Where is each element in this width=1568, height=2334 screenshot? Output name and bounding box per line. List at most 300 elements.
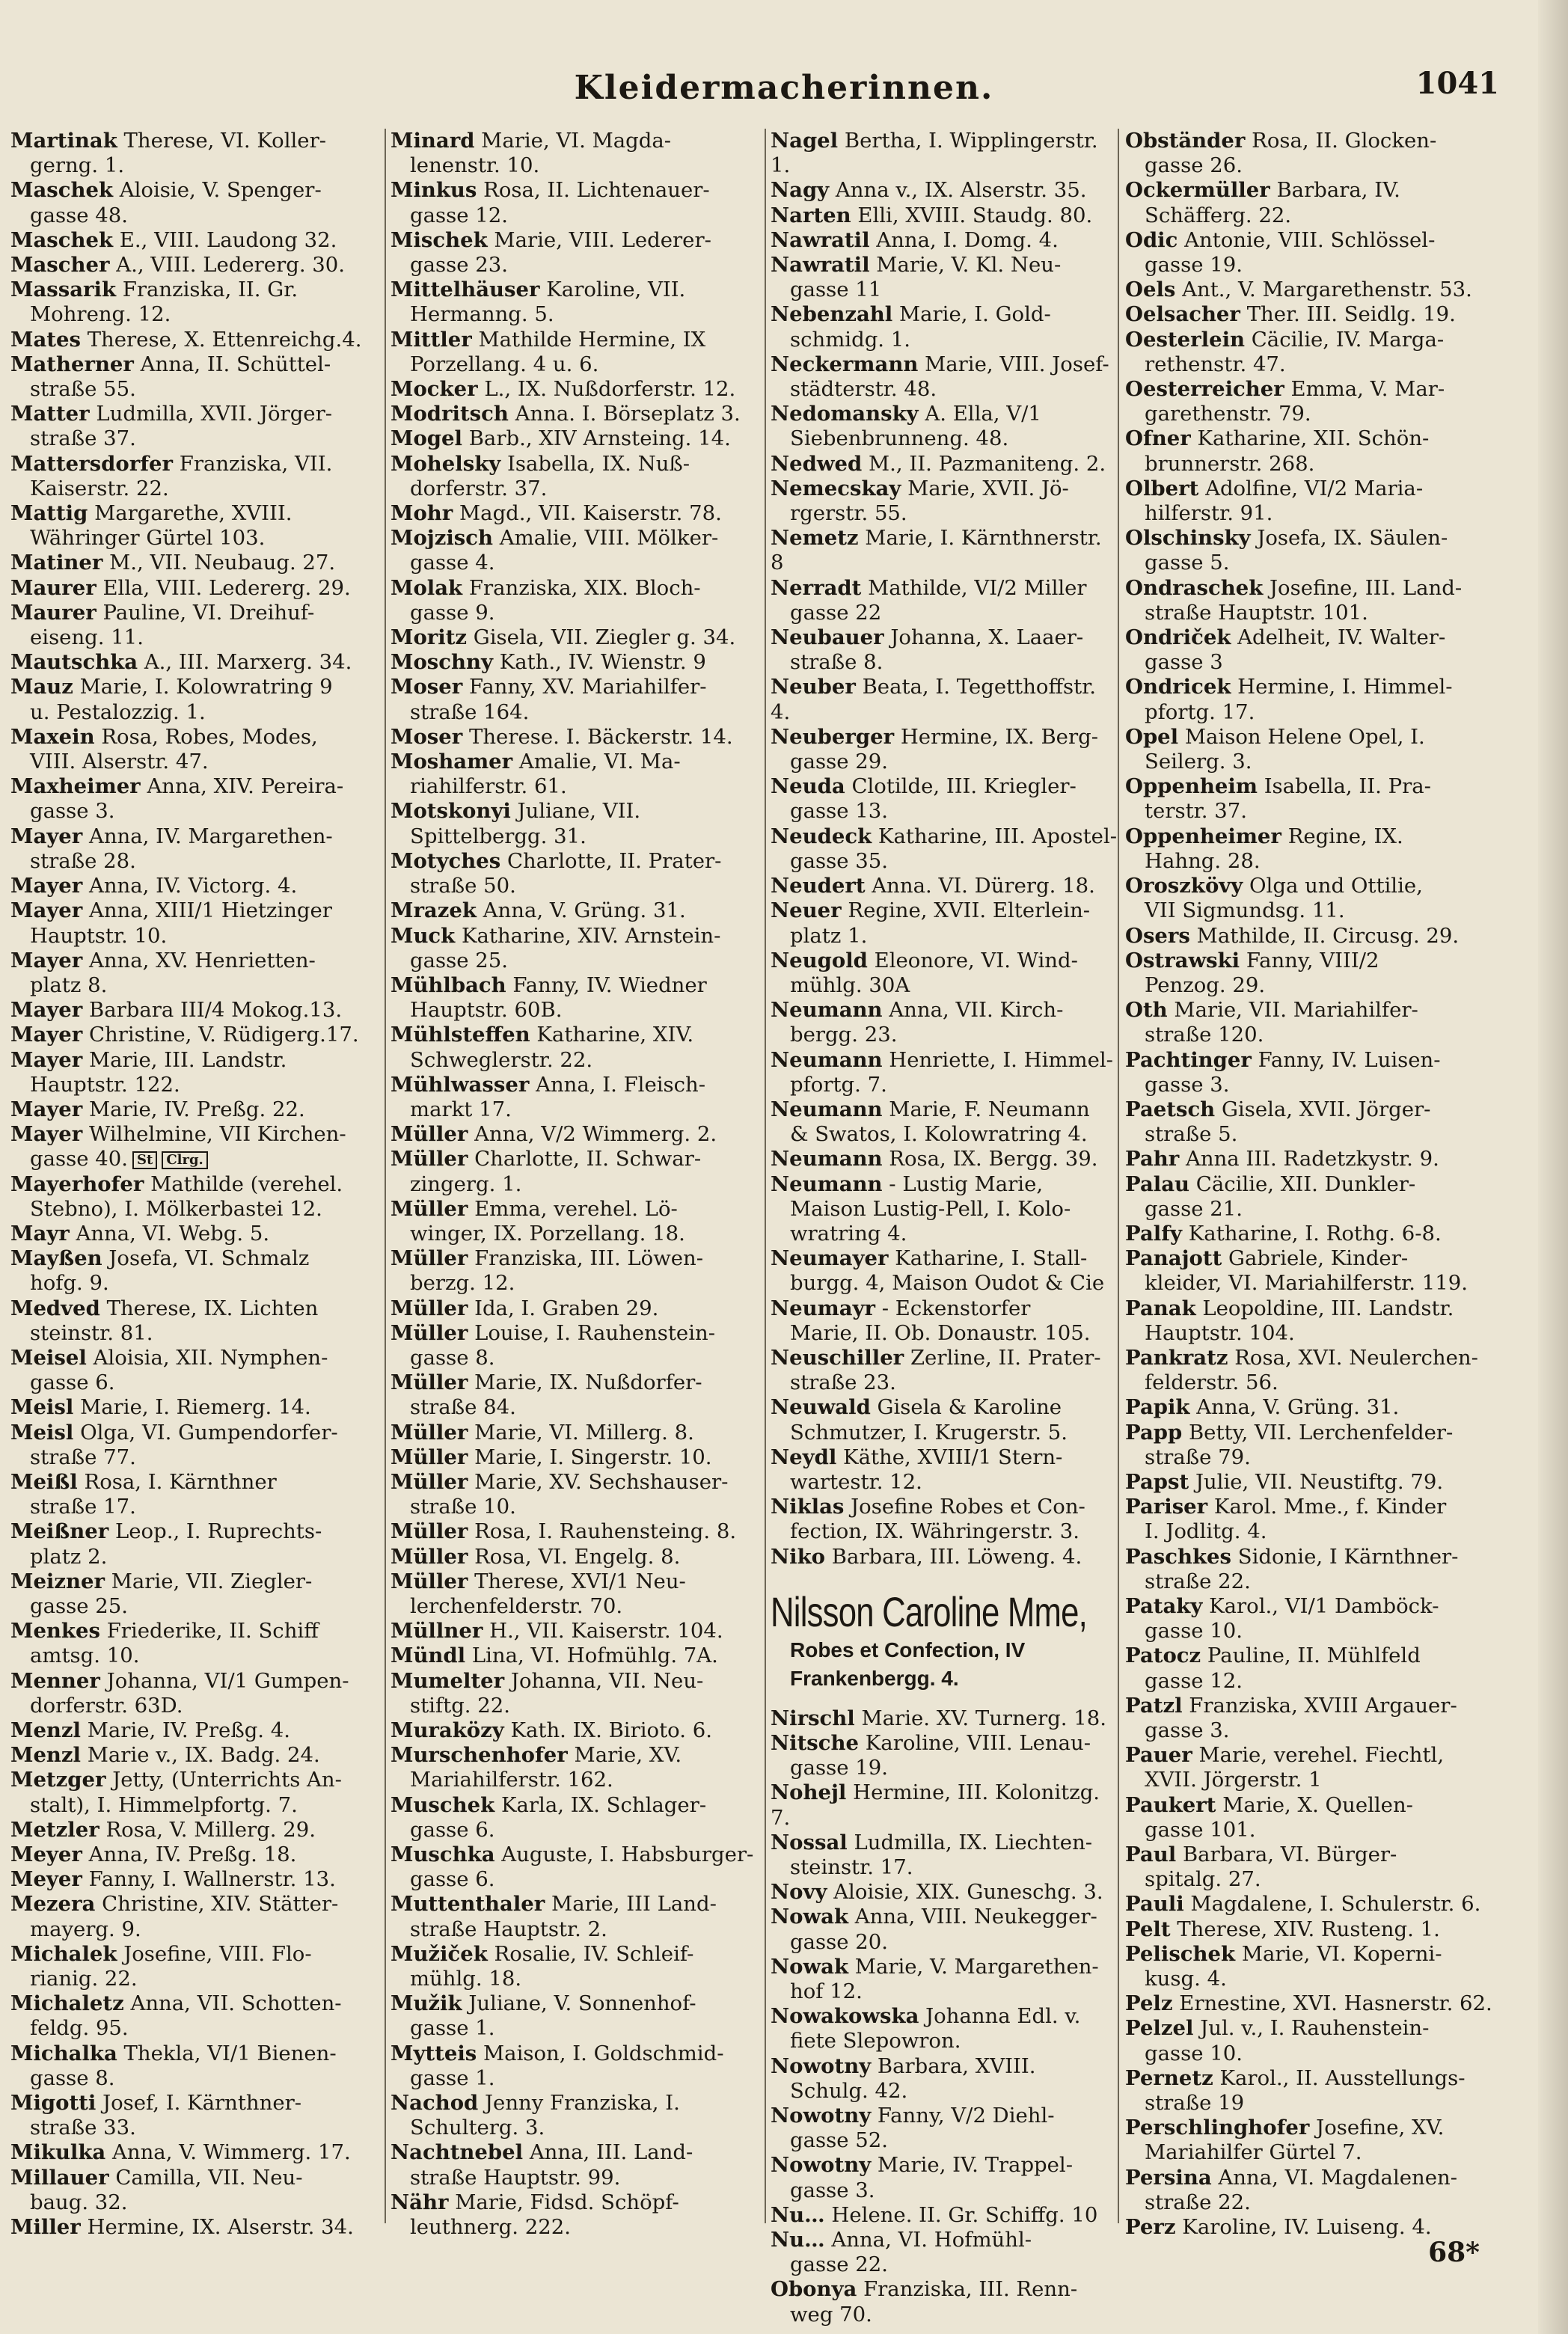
entry-details: Thekla, VI/1 Bienen- <box>123 2041 337 2065</box>
entry-continuation: leuthnerg. 222. <box>410 2215 571 2240</box>
entry-surname: Müller <box>391 1519 468 1544</box>
entry-details: Anna, IV. Margarethen- <box>88 824 333 848</box>
entry-continuation: straße 23. <box>790 1370 896 1395</box>
entry-surname: Pelzel <box>1125 2016 1194 2041</box>
entry-continuation: fection, IX. Währingerstr. 3. <box>790 1519 1080 1544</box>
directory-entry <box>10 1346 380 1395</box>
entry-surname: Oelsacher <box>1125 302 1240 327</box>
entry-surname: Papp <box>1125 1420 1183 1445</box>
entry-continuation: dorferstr. 37. <box>410 476 548 500</box>
directory-entry <box>1125 1942 1499 1991</box>
advertisement-line: Frankenbergg. 4. <box>790 1666 959 1690</box>
entry-details: Rosa, XVI. Neulerchen- <box>1234 1345 1478 1370</box>
directory-entry <box>10 1296 380 1346</box>
entry-details: Marie, I. Gold- <box>898 302 1051 327</box>
directory-entry <box>771 228 1119 253</box>
entry-continuation: & Swatos, I. Kolowratring 4. <box>790 1122 1088 1147</box>
directory-entry <box>771 1495 1119 1544</box>
directory-entry <box>771 725 1119 774</box>
directory-entry <box>10 253 380 278</box>
entry-surname: Nachod <box>391 2091 479 2116</box>
directory-entry <box>10 352 380 402</box>
entry-continuation: kusg. 4. <box>1145 1967 1227 1991</box>
entry-continuation: riahilferstr. 61. <box>410 774 567 799</box>
entry-continuation: Schulg. 42. <box>790 2078 908 2103</box>
entry-details: - Eckenstorfer <box>881 1296 1031 1320</box>
entry-details: Fanny, XV. Mariahilfer- <box>469 675 707 699</box>
directory-entry <box>771 2277 1119 2327</box>
entry-surname: Neugold <box>771 948 868 972</box>
entry-details: Barb., XIV Arnsteing. 14. <box>468 426 731 451</box>
entry-details: Therese, IX. Lichten <box>106 1296 319 1320</box>
entry-surname: Mezera <box>10 1892 96 1917</box>
entry-continuation: Hauptstr. 60B. <box>410 998 563 1023</box>
entry-continuation: kleider, VI. Mariahilferstr. 119. <box>1145 1271 1469 1296</box>
entry-continuation: gasse 19. <box>790 1756 888 1780</box>
entry-details: Rosa, I. Kärnthner <box>84 1469 277 1494</box>
entry-details: M., VII. Neubaug. 27. <box>109 551 336 575</box>
entry-surname: Martinak <box>10 129 117 153</box>
entry-details: Barbara, III. Löweng. 4. <box>831 1544 1082 1569</box>
entry-continuation: gasse 52. <box>790 2128 888 2153</box>
directory-entry <box>1125 1991 1499 2016</box>
directory-entry <box>10 1519 380 1569</box>
entry-surname: Nowak <box>771 1905 849 1929</box>
directory-entry <box>1125 1346 1499 1395</box>
entry-surname: Papik <box>1125 1395 1190 1420</box>
entry-details: Louise, I. Rauhenstein- <box>474 1320 715 1345</box>
directory-entry <box>391 501 759 526</box>
entry-details: Anna, V/2 Wimmerg. 2. <box>474 1122 717 1147</box>
entry-details: Therese, X. Ettenreichg.4. <box>87 327 362 352</box>
entry-details: Julie, VII. Neustiftg. 79. <box>1195 1469 1444 1494</box>
directory-entry <box>771 1346 1119 1395</box>
entry-continuation: Hauptstr. 104. <box>1145 1320 1295 1345</box>
directory-entry <box>1125 278 1499 302</box>
entry-details: Mathilde Hermine, IX <box>478 327 706 352</box>
entry-continuation: straße 37. <box>30 426 136 451</box>
column-4 <box>1125 129 1499 2240</box>
directory-entry <box>10 949 380 998</box>
entry-surname: Nossal <box>771 1830 848 1854</box>
entry-details: Aloisia, XII. Nymphen- <box>93 1345 328 1370</box>
entry-continuation: Marie, II. Ob. Donaustr. 105. <box>790 1320 1091 1345</box>
directory-entry <box>391 1321 759 1370</box>
entry-details: Leop., I. Ruprechts- <box>115 1519 322 1544</box>
entry-surname: Mocker <box>391 377 478 402</box>
entry-surname: Mayer <box>10 824 83 848</box>
directory-entry <box>391 328 759 377</box>
entry-continuation: Hauptstr. 10. <box>30 923 168 948</box>
directory-entry <box>771 1880 1119 1905</box>
directory-entry <box>391 129 759 178</box>
entry-surname: Mayer <box>10 1023 83 1047</box>
entry-surname: Motskonyi <box>391 799 511 824</box>
entry-surname: Opel <box>1125 724 1179 749</box>
entry-continuation: stalt), I. Himmelpfortg. 7. <box>30 1792 298 1817</box>
entry-details: Marie v., IX. Badg. 24. <box>87 1743 320 1768</box>
entry-surname: Minard <box>391 129 475 153</box>
entry-surname: Meizner <box>10 1569 105 1593</box>
entry-surname: Müller <box>391 1122 468 1147</box>
entry-continuation: gasse 35. <box>790 848 888 873</box>
page-header <box>0 66 1568 114</box>
entry-surname: Pelz <box>1125 1991 1173 2016</box>
entry-surname: Mayer <box>10 1097 83 1121</box>
entry-details: Marie, VI. Millerg. 8. <box>474 1420 694 1445</box>
entry-surname: Mattersdorfer <box>10 451 174 476</box>
entry-details: Mathilde, VI/2 Miller <box>868 575 1087 600</box>
entry-continuation: platz 8. <box>30 972 108 997</box>
directory-entry <box>1125 625 1499 675</box>
directory-entry <box>771 2203 1119 2228</box>
directory-entry <box>1125 924 1499 949</box>
entry-surname: Nowotny <box>771 2053 872 2078</box>
directory-entry <box>391 849 759 898</box>
entry-details: Therese, VI. Koller- <box>123 129 327 153</box>
entry-surname: Muraközy <box>391 1718 504 1742</box>
entry-surname: Mumelter <box>391 1668 505 1693</box>
entry-continuation: städterstr. 48. <box>790 377 937 402</box>
entry-surname: Maschek <box>10 227 114 252</box>
entry-continuation: schmidg. 1. <box>790 327 911 352</box>
directory-entry <box>391 1445 759 1470</box>
directory-entry <box>391 725 759 750</box>
directory-entry <box>1125 526 1499 575</box>
entry-details: Magdalene, I. Schulerstr. 6. <box>1190 1892 1481 1917</box>
entry-continuation: gasse 22 <box>790 600 882 625</box>
directory-entry <box>1125 1694 1499 1743</box>
entry-surname: Molak <box>391 575 463 600</box>
entry-continuation: fiete Slepowron. <box>790 2029 961 2053</box>
entry-details: Anna, VI. Hofmühl- <box>831 2228 1032 2252</box>
entry-continuation: gasse 19. <box>1145 253 1243 278</box>
entry-details: Rosa, I. Rauhensteing. 8. <box>474 1519 737 1544</box>
directory-entry <box>391 402 759 426</box>
directory-entry <box>771 1905 1119 1954</box>
entry-surname: Olbert <box>1125 476 1199 500</box>
directory-entry <box>10 2091 380 2140</box>
entry-continuation: berzg. 12. <box>410 1271 515 1296</box>
directory-entry <box>1125 725 1499 774</box>
entry-surname: Mayer <box>10 998 83 1023</box>
entry-details: Franziska, XIX. Bloch- <box>468 575 701 600</box>
entry-details: Wilhelmine, VII Kirchen- <box>88 1122 346 1147</box>
directory-entry <box>10 725 380 774</box>
directory-entry <box>1125 1048 1499 1097</box>
entry-continuation: gasse 5. <box>1145 551 1230 575</box>
entry-details: Anna. VI. Dürerg. 18. <box>872 874 1095 898</box>
directory-entry <box>391 426 759 451</box>
entry-continuation: steinstr. 81. <box>30 1320 153 1345</box>
column-3 <box>771 129 1119 2327</box>
entry-surname: Neuberger <box>771 724 895 749</box>
entry-surname: Mattig <box>10 501 88 526</box>
entry-surname: Maschek <box>10 178 114 203</box>
entry-surname: Maxheimer <box>10 774 141 799</box>
directory-entry <box>10 824 380 874</box>
entry-surname: Neubauer <box>771 625 884 650</box>
entry-surname: Mayr <box>10 1221 70 1246</box>
directory-entry <box>1125 1495 1499 1544</box>
entry-details: Ella, VIII. Ledererg. 29. <box>102 575 351 600</box>
entry-surname: Paukert <box>1125 1792 1216 1817</box>
directory-entry <box>1125 675 1499 724</box>
entry-details: Karol. Mme., f. Kinder <box>1213 1495 1447 1519</box>
entry-details: Betty, VII. Lerchenfelder- <box>1188 1420 1454 1445</box>
entry-details: Kath., IV. Wienstr. 9 <box>499 650 706 675</box>
directory-entry <box>10 998 380 1023</box>
entry-details: Marie, V. Kl. Neu- <box>876 253 1062 278</box>
directory-entry <box>10 501 380 551</box>
entry-surname: Olschinsky <box>1125 526 1251 551</box>
entry-surname: Nowakowska <box>771 2004 919 2029</box>
directory-entry <box>10 1768 380 1817</box>
entry-surname: Pelischek <box>1125 1941 1236 1966</box>
entry-surname: Müllner <box>391 1619 483 1644</box>
entry-details: Fanny, VIII/2 <box>1246 948 1379 972</box>
entry-details: Karol., II. Ausstellungs- <box>1219 2065 1466 2090</box>
entry-details: Friederike, II. Schiff <box>106 1619 319 1644</box>
entry-continuation: gasse 21. <box>1145 1196 1243 1221</box>
entry-surname: Michalka <box>10 2041 117 2065</box>
entry-details: Gabriele, Kinder- <box>1228 1246 1409 1271</box>
entry-surname: Mauz <box>10 675 73 699</box>
entry-details: Marie, VI. Koperni- <box>1241 1941 1442 1966</box>
entry-surname: Nu… <box>771 2202 825 2227</box>
entry-surname: Paetsch <box>1125 1097 1216 1121</box>
entry-details: Anna, I. Domg. 4. <box>876 227 1059 252</box>
entry-surname: Patocz <box>1125 1644 1201 1668</box>
directory-entry <box>391 1619 759 1644</box>
entry-surname: Palfy <box>1125 1221 1183 1246</box>
entry-details: A., III. Marxerg. 34. <box>144 650 352 675</box>
entry-continuation: gasse 12. <box>410 203 508 227</box>
entry-surname: Pahr <box>1125 1147 1180 1171</box>
entry-surname: Obonya <box>771 2277 857 2302</box>
entry-surname: Oppenheimer <box>1125 824 1281 848</box>
entry-continuation: winger, IX. Porzellang. 18. <box>410 1221 685 1246</box>
column-1 <box>10 129 380 2240</box>
entry-surname: Neudeck <box>771 824 872 848</box>
entry-continuation: rethenstr. 47. <box>1145 352 1286 376</box>
entry-continuation: gasse 1. <box>410 2016 495 2041</box>
entry-surname: Modritsch <box>391 402 509 426</box>
directory-entry <box>10 1743 380 1768</box>
entry-continuation: platz 2. <box>30 1544 108 1569</box>
directory-entry <box>771 874 1119 898</box>
directory-entry <box>391 452 759 501</box>
entry-continuation: gasse 23. <box>410 253 508 278</box>
entry-continuation: gasse 3. <box>790 2178 875 2202</box>
entry-continuation: Währinger Gürtel 103. <box>30 526 266 551</box>
entry-details: Ludmilla, XVII. Jörger- <box>96 402 333 426</box>
entry-continuation: pfortg. 17. <box>1145 699 1255 724</box>
directory-entry <box>771 1395 1119 1445</box>
directory-entry <box>1125 1545 1499 1594</box>
directory-entry <box>1125 129 1499 178</box>
entry-surname: Perschlinghofer <box>1125 2116 1310 2140</box>
entry-surname: Meisl <box>10 1420 74 1445</box>
directory-entry <box>391 1023 759 1072</box>
directory-entry <box>391 1073 759 1122</box>
entry-details: Marie, F. Neumann <box>889 1097 1090 1121</box>
entry-details: Ant., V. Margarethenstr. 53. <box>1182 278 1472 302</box>
entry-surname: Moschny <box>391 650 493 675</box>
directory-entry <box>771 1147 1119 1171</box>
directory-entry <box>10 1867 380 1892</box>
entry-continuation: rianig. 22. <box>30 1967 138 1991</box>
directory-entry <box>771 675 1119 724</box>
entry-continuation: straße 55. <box>30 377 136 402</box>
directory-entry <box>771 1445 1119 1495</box>
entry-surname: Mischek <box>391 227 488 252</box>
signature-mark: 68* <box>1428 2237 1480 2268</box>
entry-details: Marie. XV. Turnerg. 18. <box>861 1706 1107 1730</box>
entry-details: Rosa, II. Glocken- <box>1252 129 1437 153</box>
entry-details: Marie, XV. Sechshauser- <box>474 1469 729 1494</box>
directory-entry <box>1125 1246 1499 1296</box>
entry-continuation: straße 77. <box>30 1445 136 1469</box>
entry-continuation: Hahng. 28. <box>1145 848 1261 873</box>
directory-entry <box>10 1097 380 1122</box>
entry-continuation: straße Hauptstr. 2. <box>410 1917 607 1941</box>
entry-details: Johanna, VII. Neu- <box>510 1668 704 1693</box>
directory-entry <box>771 898 1119 948</box>
entry-details: Therese. I. Bäckerstr. 14. <box>469 724 733 749</box>
entry-surname: Müller <box>391 1370 468 1395</box>
entry-continuation: feldg. 95. <box>30 2016 129 2041</box>
entry-surname: Mohelsky <box>391 451 501 476</box>
entry-surname: Meyer <box>10 1867 82 1892</box>
entry-details: Katharine, XIV. Arnstein- <box>461 923 721 948</box>
directory-entry <box>1125 178 1499 227</box>
entry-surname: Migotti <box>10 2091 97 2116</box>
entry-surname: Moser <box>391 675 463 699</box>
entry-surname: Niklas <box>771 1495 845 1519</box>
entry-continuation: VIII. Alserstr. 47. <box>30 750 209 774</box>
entry-surname: Pankratz <box>1125 1345 1228 1370</box>
entry-continuation: gasse 48. <box>30 203 128 227</box>
entry-continuation: dorferstr. 63D. <box>30 1693 183 1718</box>
entry-details: Barbara, VI. Bürger- <box>1182 1843 1397 1867</box>
page-edge-shadow <box>1538 0 1568 2334</box>
entry-details: Josefine, XV. <box>1316 2116 1445 2140</box>
entry-surname: Persina <box>1125 2165 1212 2190</box>
directory-entry <box>10 1470 380 1519</box>
entry-details: Anna, VII. Kirch- <box>889 998 1064 1023</box>
directory-entry <box>10 1569 380 1619</box>
directory-entry <box>391 650 759 675</box>
entry-details: Marie, X. Quellen- <box>1222 1792 1413 1817</box>
advertisement-line: Robes et Confection, IV <box>790 1638 1026 1661</box>
entry-surname: Müller <box>391 1420 468 1445</box>
entry-surname: Neuwald <box>771 1395 871 1420</box>
directory-entry <box>10 1619 380 1668</box>
entry-surname: Nerradt <box>771 575 862 600</box>
entry-details: Ther. III. Seidlg. 19. <box>1246 302 1456 327</box>
directory-entry <box>1125 1843 1499 1892</box>
entry-surname: Mayer <box>10 1047 83 1072</box>
entry-surname: Maurer <box>10 575 97 600</box>
entry-continuation: I. Jodlitg. 4. <box>1145 1519 1267 1544</box>
entry-continuation: Mohreng. 12. <box>30 302 171 327</box>
entry-surname: Palau <box>1125 1171 1190 1196</box>
directory-entry <box>391 1669 759 1718</box>
directory-entry <box>10 328 380 352</box>
entry-details: Gisela & Karoline <box>877 1395 1062 1420</box>
entry-surname: Pataky <box>1125 1593 1203 1618</box>
entry-details: Hermine, IX. Alserstr. 34. <box>87 2215 354 2240</box>
entry-details: Katharine, I. Stall- <box>895 1246 1088 1271</box>
directory-entry <box>1125 1743 1499 1792</box>
entry-details: Johanna, X. Laaer- <box>890 625 1084 650</box>
entry-details: Fanny, V/2 Diehl- <box>877 2104 1055 2128</box>
directory-entry <box>391 278 759 327</box>
entry-continuation: garethenstr. 79. <box>1145 402 1311 426</box>
directory-entry <box>1125 2116 1499 2165</box>
entry-continuation: hof 12. <box>790 1979 863 2004</box>
entry-continuation: straße 84. <box>410 1395 516 1420</box>
entry-details: Christine, XIV. Stätter- <box>102 1892 339 1917</box>
entry-details: Franziska, III. Renn- <box>863 2277 1078 2302</box>
entry-details: Marie, I. Kärnthnerstr. 8 <box>771 526 1102 575</box>
entry-details: Gisela, VII. Ziegler g. 34. <box>473 625 736 650</box>
entry-details: Ludmilla, IX. Liechten- <box>854 1830 1093 1854</box>
entry-details: Juliane, V. Sonnenhof- <box>468 1991 696 2016</box>
entry-surname: Muschek <box>391 1792 495 1817</box>
entry-continuation: lerchenfelderstr. 70. <box>410 1593 623 1618</box>
directory-entry <box>10 1818 380 1843</box>
directory-entry <box>1125 1172 1499 1222</box>
entry-surname: Nähr <box>391 2190 449 2214</box>
entry-details: Adelheit, IV. Walter- <box>1237 625 1446 650</box>
directory-entry <box>10 2042 380 2091</box>
entry-details: Fanny, IV. Luisen- <box>1258 1047 1441 1072</box>
entry-details: Marie, V. Margarethen- <box>854 1954 1099 1979</box>
entry-details: Marie, III Land- <box>551 1892 717 1917</box>
entry-surname: Panajott <box>1125 1246 1222 1271</box>
entry-continuation: straße 10. <box>410 1495 516 1519</box>
entry-continuation: bergg. 23. <box>790 1023 898 1047</box>
entry-details: Auguste, I. Habsburger- <box>501 1843 754 1867</box>
entry-surname: Mittler <box>391 327 472 352</box>
directory-entry <box>391 1197 759 1246</box>
entry-continuation: straße 33. <box>30 2116 136 2140</box>
entry-surname: Nitsche <box>771 1730 860 1755</box>
entry-details: Amalie, VIII. Mölker- <box>499 526 719 551</box>
directory-entry <box>391 2091 759 2140</box>
entry-continuation: terstr. 37. <box>1145 799 1247 824</box>
entry-surname: Perz <box>1125 2215 1176 2240</box>
entry-continuation: gasse 3. <box>1145 1718 1230 1742</box>
entry-surname: Neumayer <box>771 1246 889 1271</box>
entry-details: Jul. v., I. Rauhenstein- <box>1200 2016 1430 2041</box>
entry-details: Anna III. Radetzkystr. 9. <box>1186 1147 1439 1171</box>
directory-entry <box>391 1545 759 1569</box>
entry-continuation: XVII. Jörgerstr. 1 <box>1145 1768 1322 1792</box>
entry-details: Marie, I. Kolowratring 9 <box>79 675 333 699</box>
entry-surname: Nebenzahl <box>771 302 893 327</box>
entry-continuation: gasse 3. <box>30 799 115 824</box>
entry-continuation: gasse 6. <box>410 1867 495 1892</box>
directory-entry <box>391 1843 759 1892</box>
entry-continuation: gasse 4. <box>410 551 495 575</box>
entry-surname: Osers <box>1125 923 1190 948</box>
entry-surname: Ockermüller <box>1125 178 1270 203</box>
entry-surname: Mikulka <box>10 2140 106 2165</box>
entry-surname: Oels <box>1125 278 1176 302</box>
